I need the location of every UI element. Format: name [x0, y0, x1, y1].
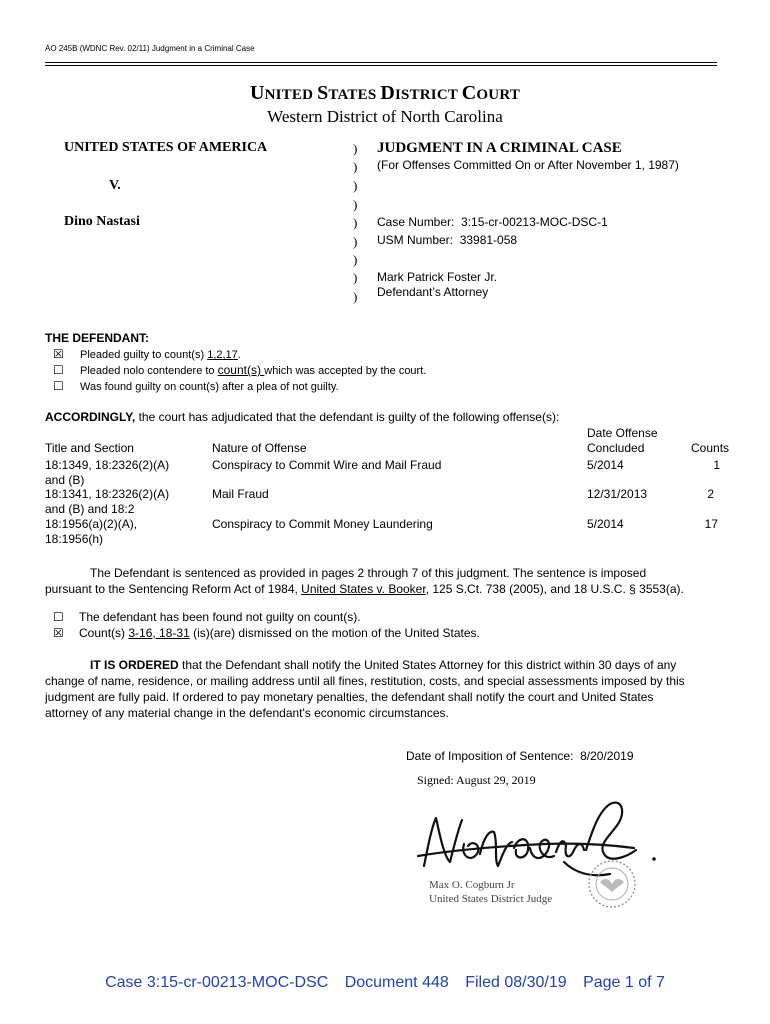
caption-paren-7: ) — [353, 252, 358, 267]
table-row: 18:1956(a)(2)(A), 18:1956(h) — [45, 517, 138, 546]
attorney-label: Defendant’s Attorney — [377, 285, 489, 299]
caption-paren-5: ) — [353, 215, 358, 230]
offense-date: 12/31/2013 — [587, 487, 648, 501]
sentence-paragraph: The Defendant is sentenced as provided in pages 2 through 7 of this judgment. The sentence is imposed pursuant to the Sentencing Reform Act of 1984, United States v. Booker, 125 S.Ct. 738 (2005), and 18 U.S.C. § 3553(a). — [45, 566, 684, 596]
form-identifier: AO 245B (WDNC Rev. 02/11) Judgment in a Criminal Case — [45, 44, 255, 53]
caption-paren-3: ) — [353, 178, 358, 193]
filing-footer — [0, 974, 770, 992]
signed-date: Signed: August 29, 2019 — [417, 773, 536, 787]
plea-nolo-row: ☐ Pleaded nolo contendere to count(s) which was accepted by the court. — [53, 363, 427, 377]
caption-paren-8: ) — [353, 270, 358, 285]
unchecked-box-icon: ☐ — [53, 379, 64, 393]
caption-paren-9: ) — [353, 289, 358, 304]
not-guilty-row: ☐ The defendant has been found not guilty on count(s). — [53, 610, 361, 624]
caption-paren-4: ) — [353, 197, 358, 212]
offense-date: 5/2014 — [587, 458, 624, 472]
judge-title: United States District Judge — [429, 893, 553, 905]
caption-paren-2: ) — [353, 159, 358, 174]
checked-box-icon: ☒ — [53, 626, 64, 640]
judgment-title: JUDGMENT IN A CRIMINAL CASE — [377, 140, 622, 156]
found-guilty-row: ☐ Was found guilty on count(s) after a plea of not guilty. — [53, 379, 339, 393]
footer-document: Document 448 — [344, 974, 449, 991]
header-nature: Nature of Offense — [212, 441, 307, 455]
header-title-section: Title and Section — [45, 441, 134, 455]
header-date-line1: Date Offense — [587, 426, 658, 440]
offense-date-note: (For Offenses Committed On or After November 1, 1987) — [377, 158, 679, 172]
defendant-section-title: THE DEFENDANT: — [45, 331, 149, 345]
dismissed-counts-row: ☒ Count(s) 3-16, 18-31 (is)(are) dismissed on the motion of the United States. — [53, 626, 480, 640]
versus-label: V. — [109, 178, 121, 193]
footer-page: Page 1 of 7 — [583, 974, 665, 991]
footer-filed: Filed 08/30/19 — [465, 974, 567, 991]
offense-count: 17 — [704, 517, 718, 531]
case-number: Case Number: 3:15-cr-00213-MOC-DSC-1 — [377, 215, 608, 229]
defendant-name: Dino Nastasi — [64, 214, 140, 229]
judge-name: Max O. Cogburn Jr — [429, 879, 515, 891]
ordered-paragraph: IT IS ORDERED that the Defendant shall notify the United States Attorney for this district within 30 days of any change of name, residence, or mailing address until all fines, restitution, costs, and special assessments imposed by this judgment are fully paid. If ordered to pay monetary penalties, the defendant shall notify the court and United States attorney of any material change in the defendant's economic circumstances. — [45, 658, 685, 720]
offense-date: 5/2014 — [587, 517, 624, 531]
imposition-date: Date of Imposition of Sentence: 8/20/2019 — [406, 749, 634, 763]
caption-paren-6: ) — [353, 234, 358, 249]
table-row: 18:1349, 18:2326(2)(A) and (B) — [45, 458, 170, 487]
district-name: Western District of North Carolina — [267, 107, 503, 126]
court-seal-icon — [586, 858, 638, 910]
court-title: UNITED STATES DISTRICT COURT — [249, 82, 521, 104]
offense-nature: Conspiracy to Commit Wire and Mail Fraud — [212, 458, 442, 472]
booker-citation: United States v. Booker — [301, 582, 426, 596]
unchecked-box-icon: ☐ — [53, 363, 64, 377]
header-counts: Counts — [691, 441, 730, 455]
attorney-name: Mark Patrick Foster Jr. — [377, 270, 498, 284]
caption-paren-1: ) — [353, 141, 358, 156]
unchecked-box-icon: ☐ — [53, 610, 64, 624]
offense-nature: Mail Fraud — [212, 487, 269, 501]
checked-box-icon: ☒ — [53, 347, 64, 361]
header-rule-thin — [45, 65, 717, 66]
offense-count: 1 — [713, 458, 720, 472]
offense-count: 2 — [707, 487, 714, 501]
plaintiff-name: UNITED STATES OF AMERICA — [64, 140, 268, 155]
plea-guilty-row: ☒ Pleaded guilty to count(s) 1,2,17. — [53, 347, 241, 361]
table-row: 18:1341, 18:2326(2)(A) and (B) and 18:2 — [45, 487, 170, 516]
header-rule-thick — [45, 62, 717, 63]
accordingly-statement: ACCORDINGLY, the court has adjudicated that the defendant is guilty of the following offense(s): — [45, 410, 560, 424]
usm-number: USM Number: 33981-058 — [377, 233, 518, 247]
offense-nature: Conspiracy to Commit Money Laundering — [212, 517, 433, 531]
header-date-line2: Concluded — [587, 441, 645, 455]
footer-case: Case 3:15-cr-00213-MOC-DSC — [105, 974, 329, 991]
